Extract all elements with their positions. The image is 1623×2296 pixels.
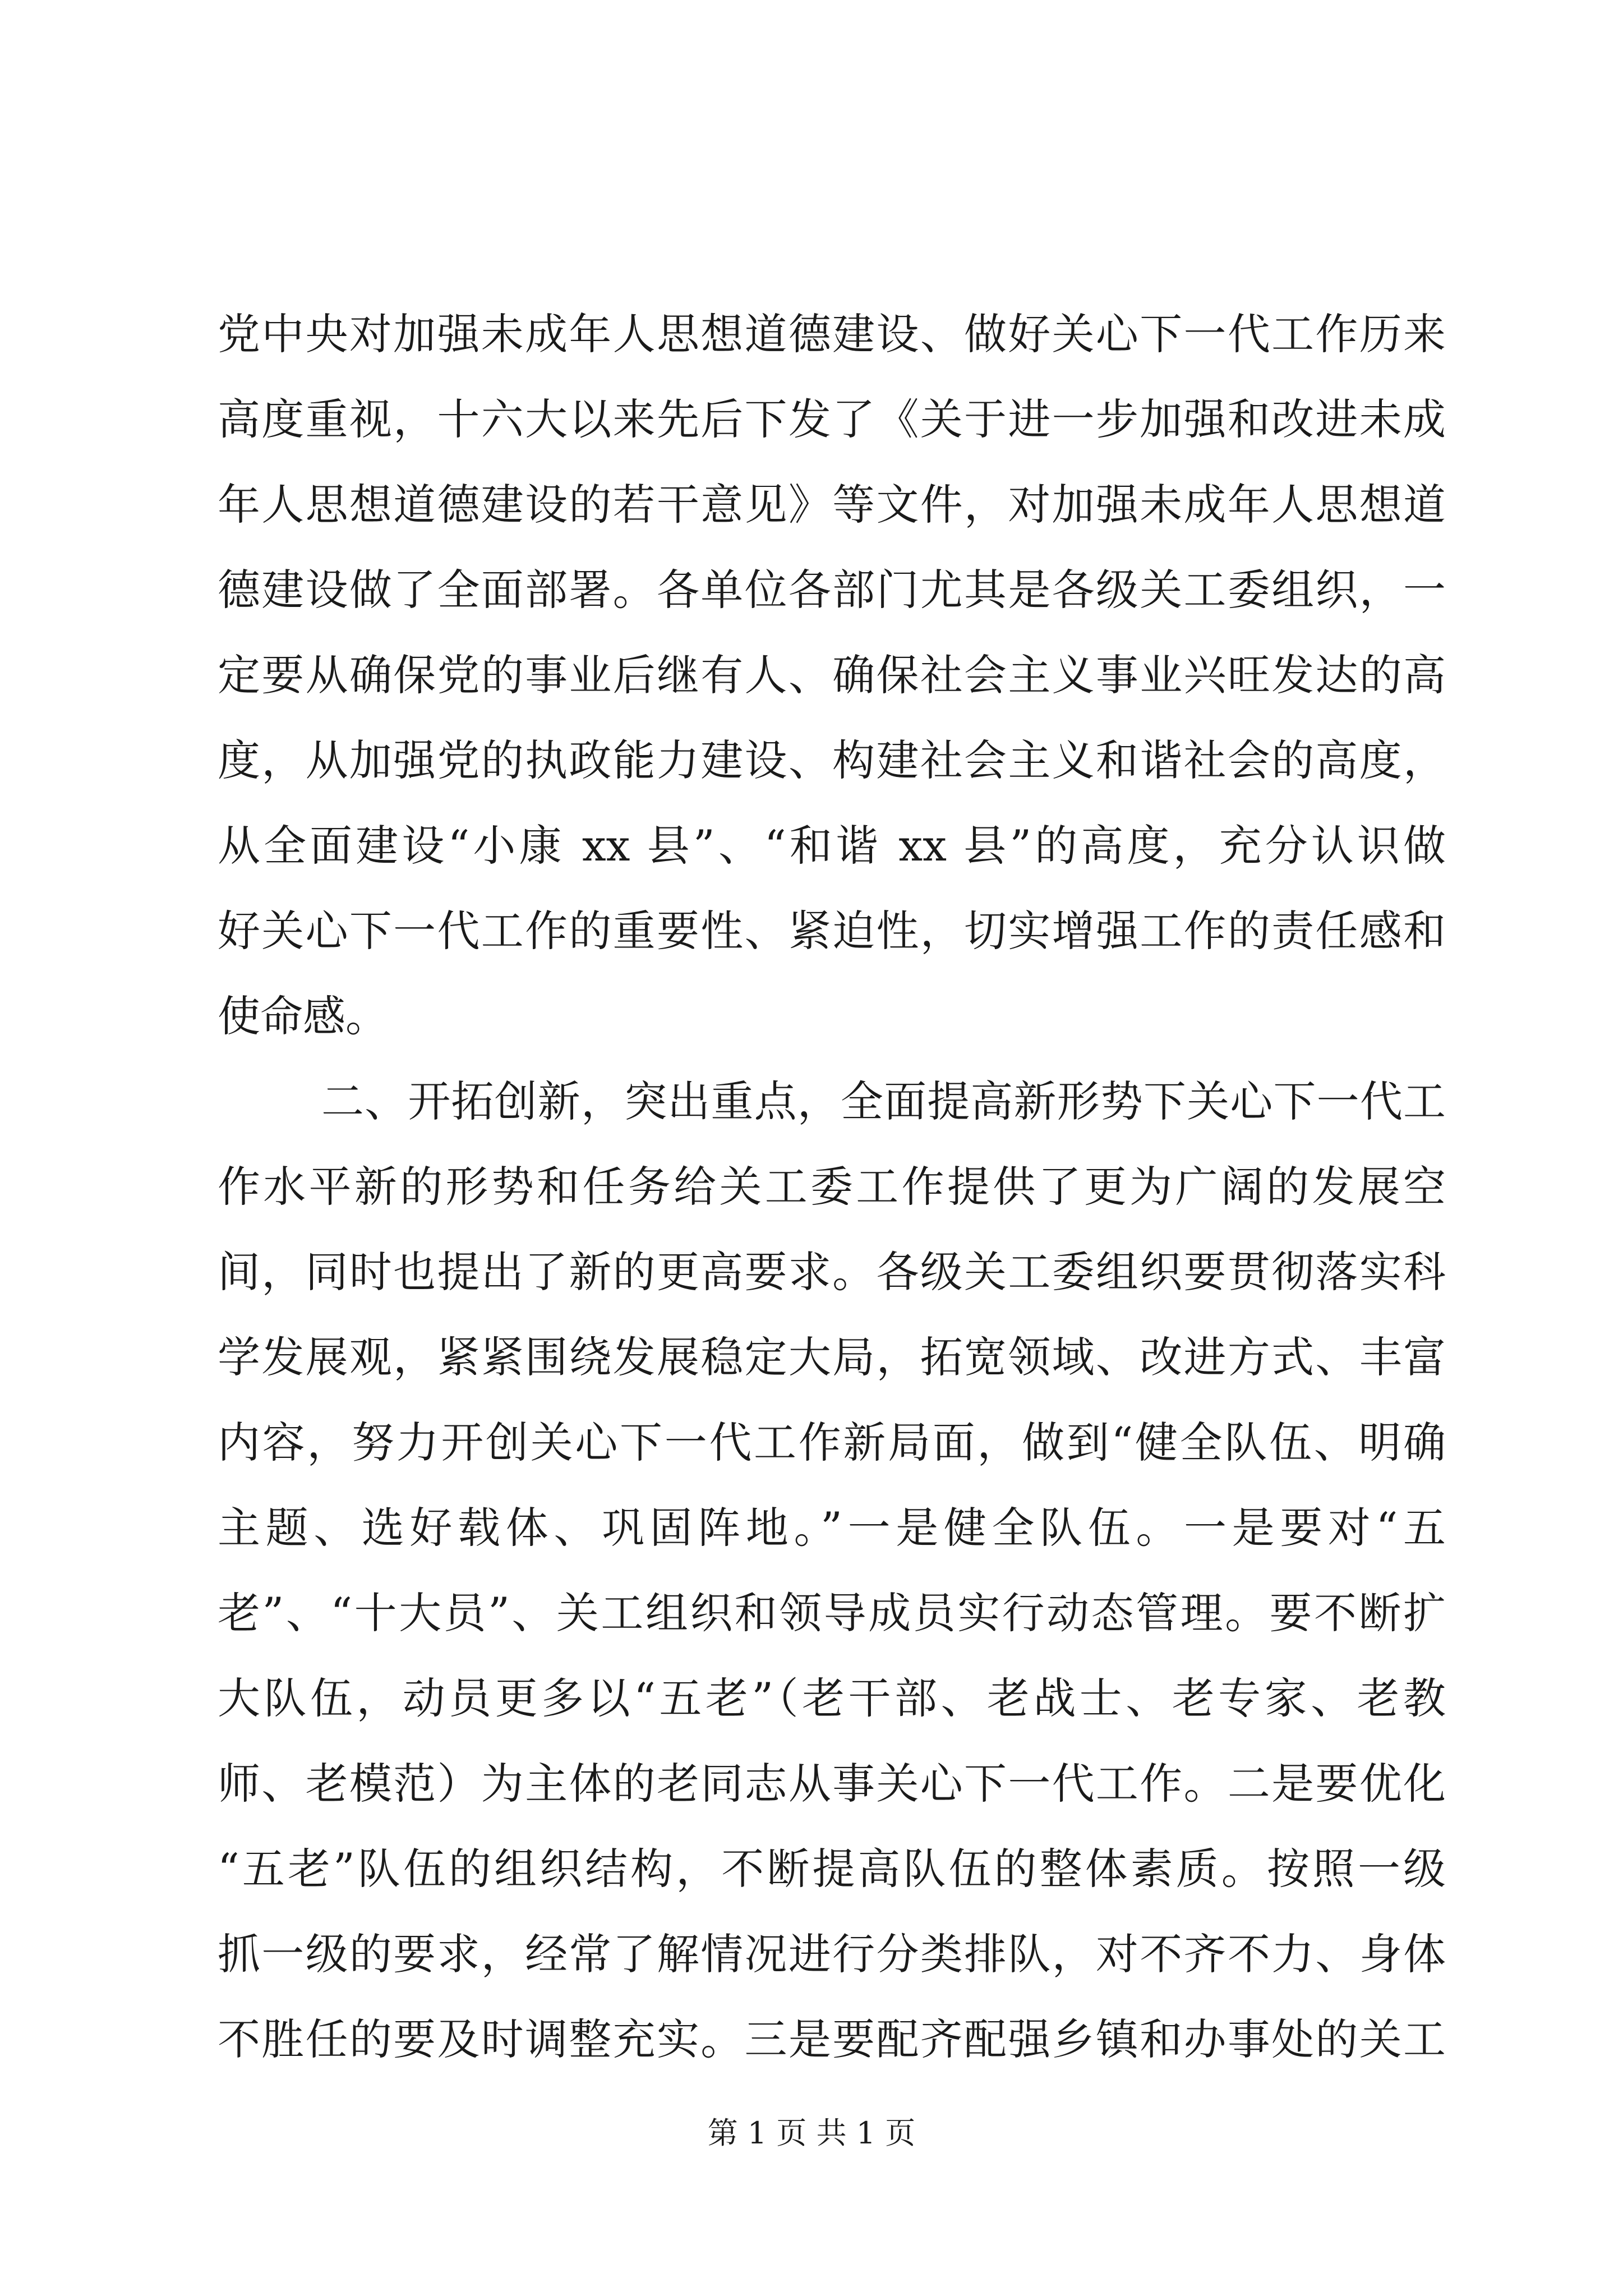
text-line: 老”、“十大员”、关工组织和领导成员实行动态管理。要不断扩 — [218, 1588, 1446, 1638]
text-line: 抓一级的要求，经常了解情况进行分类排队，对不齐不力、身体 — [218, 1929, 1446, 1979]
text-line: 好关心下一代工作的重要性、紧迫性，切实增强工作的责任感和 — [218, 906, 1446, 956]
text-line: 德建设做了全面部署。各单位各部门尤其是各级关工委组织，一 — [218, 565, 1446, 615]
text-line: 大队伍，动员更多以“五老”（老干部、老战士、老专家、老教 — [218, 1673, 1446, 1723]
text-line: 内容，努力开创关心下一代工作新局面，做到“健全队伍、明确 — [218, 1418, 1446, 1467]
section-heading-line: 二、开拓创新，突出重点，全面提高新形势下关心下一代工 — [321, 1076, 1446, 1126]
text-line: 从全面建设“小康 xx 县”、“和谐 xx 县”的高度，充分认识做 — [218, 821, 1446, 871]
text-line: 不胜任的要及时调整充实。三是要配齐配强乡镇和办事处的关工 — [218, 2014, 1446, 2064]
text-line: 高度重视，十六大以来先后下发了《关于进一步加强和改进未成 — [218, 394, 1446, 444]
text-line: 主题、选好载体、巩固阵地。”一是健全队伍。一是要对“五 — [218, 1503, 1446, 1553]
text-line: 使命感。 — [218, 991, 388, 1041]
text-line: 定要从确保党的事业后继有人、确保社会主义事业兴旺发达的高 — [218, 650, 1446, 700]
text-line: 年人思想道德建设的若干意见》等文件，对加强未成年人思想道 — [218, 480, 1446, 530]
text-line: 学发展观，紧紧围绕发展稳定大局，拓宽领域、改进方式、丰富 — [218, 1332, 1446, 1382]
text-line: 度，从加强党的执政能力建设、构建社会主义和谐社会的高度， — [218, 735, 1446, 785]
text-line: 党中央对加强未成年人思想道德建设、做好关心下一代工作历来 — [218, 309, 1446, 359]
text-line: “五老”队伍的组织结构，不断提高队伍的整体素质。按照一级 — [218, 1844, 1446, 1894]
page-number-footer: 第 1 页 共 1 页 — [707, 2115, 916, 2151]
document-body — [218, 292, 1446, 2082]
text-line: 间，同时也提出了新的更高要求。各级关工委组织要贯彻落实科 — [218, 1247, 1446, 1297]
text-line: 师、老模范）为主体的老同志从事关心下一代工作。二是要优化 — [218, 1759, 1446, 1809]
text-line: 作水平新的形势和任务给关工委工作提供了更为广阔的发展空 — [218, 1162, 1446, 1212]
